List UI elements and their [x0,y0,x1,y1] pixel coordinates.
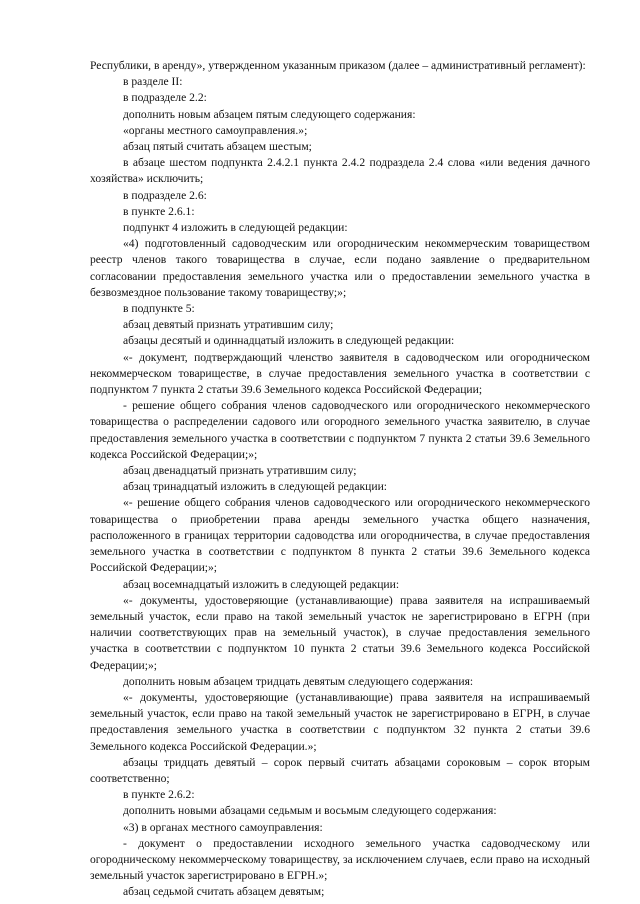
document-paragraph: в пункте 2.6.1: [123,204,195,218]
document-paragraph: абзац седьмой считать абзацем девятым; [123,885,325,899]
document-paragraph: «- решение общего собрания членов садоводческого или огороднического некоммерческого товарищества о приобретении права аренды земельного участка общего назначения, расположенного в границах территории садоводства или огородничества, в случае предоставления земельного участка в соответствии с подпунктом 8 пункта 2 статьи 39.6 Земельного кодекса Российской Федерации;»; [90,496,590,575]
document-paragraph: дополнить новыми абзацами седьмым и восьмым следующего содержания: [123,804,497,818]
document-paragraph: абзац двенадцатый признать утратившим силу; [123,464,357,478]
document-paragraph: «3) в органах местного самоуправления: [123,820,323,834]
document-paragraph: в подразделе 2.6: [123,188,207,202]
document-paragraph: дополнить новым абзацем пятым следующего содержания: [123,107,416,121]
document-paragraph: дополнить новым абзацем тридцать девятым следующего содержания: [123,674,474,688]
document-paragraph: в разделе II: [123,75,183,89]
document-paragraph: «- документ, подтверждающий членство заявителя в садоводческом или огородническом некоммерческом товариществе, в случае предоставления земельного участка в соответствии с подпунктом 7 пункта 2 статьи 39.6 Земельного кодекса Российской Федерации; [90,350,590,397]
document-paragraph: в абзаце шестом подпункта 2.4.2.1 пункта 2.4.2 подраздела 2.4 слова «или ведения дачного хозяйства» исключить; [90,156,590,186]
document-paragraph: «- документы, удостоверяющие (устанавливающие) права заявителя на испрашиваемый земельный участок, если право на такой земельный участок не зарегистрировано в ЕГРН, в случае предоставления земельного участка в соответствии с подпунктом 32 пункта 2 статьи 39.6 Земельного кодекса Российской Федерации.»; [90,690,590,753]
document-paragraph: Республики, в аренду», утвержденном указанным приказом (далее – административный регламент): [90,59,586,72]
document-paragraph: - документ о предоставлении исходного земельного участка садоводческому или огородническому некоммерческому товариществу, за исключением случаев, если право на исходный земельный участок зарегистрировано в ЕГРН.»; [90,836,590,883]
document-paragraph: «органы местного самоуправления.»; [123,123,308,137]
document-paragraph: абзац тринадцатый изложить в следующей редакции: [123,480,388,494]
document-paragraph: в пункте 2.6.2: [123,788,195,802]
document-paragraph: в подразделе 2.2: [123,91,207,105]
document-paragraph: подпункт 4 изложить в следующей редакции: [123,221,348,235]
document-page [90,58,590,901]
document-paragraph: абзац девятый признать утратившим силу; [123,318,334,332]
document-paragraph: абзацы тридцать девятый – сорок первый считать абзацами сороковым – сорок вторым соответственно; [90,755,590,785]
document-paragraph: абзац пятый считать абзацем шестым; [123,140,312,154]
document-paragraph: «- документы, удостоверяющие (устанавливающие) права заявителя на испрашиваемый земельный участок, если право на такой земельный участок не зарегистрировано в ЕГРН (при наличии соответствующих прав на земельный участок), в случае предоставления земельного участка в соответствии с подпунктом 10 пункта 2 статьи 39.6 Земельного кодекса Российской Федерации;»; [90,593,590,672]
document-paragraph: абзац восемнадцатый изложить в следующей редакции: [123,577,400,591]
document-paragraph: в подпункте 5: [123,302,195,316]
document-paragraph: - решение общего собрания членов садоводческого или огороднического некоммерческого товарищества о распределении садового или огородного земельного участка заявителю, в случае предоставления земельного участка в соответствии с подпунктом 7 пункта 2 статьи 39.6 Земельного кодекса Российской Федерации;»; [90,399,590,461]
document-paragraph: «4) подготовленный садоводческим или огородническим некоммерческим товариществом реестр членов такого товарищества в случае, если подано заявление о предварительном согласовании предоставления земельного участка или о предоставлении земельного участка в безвозмездное пользование такому товариществу;»; [90,237,590,299]
document-paragraph: абзацы десятый и одиннадцатый изложить в следующей редакции: [123,334,455,348]
